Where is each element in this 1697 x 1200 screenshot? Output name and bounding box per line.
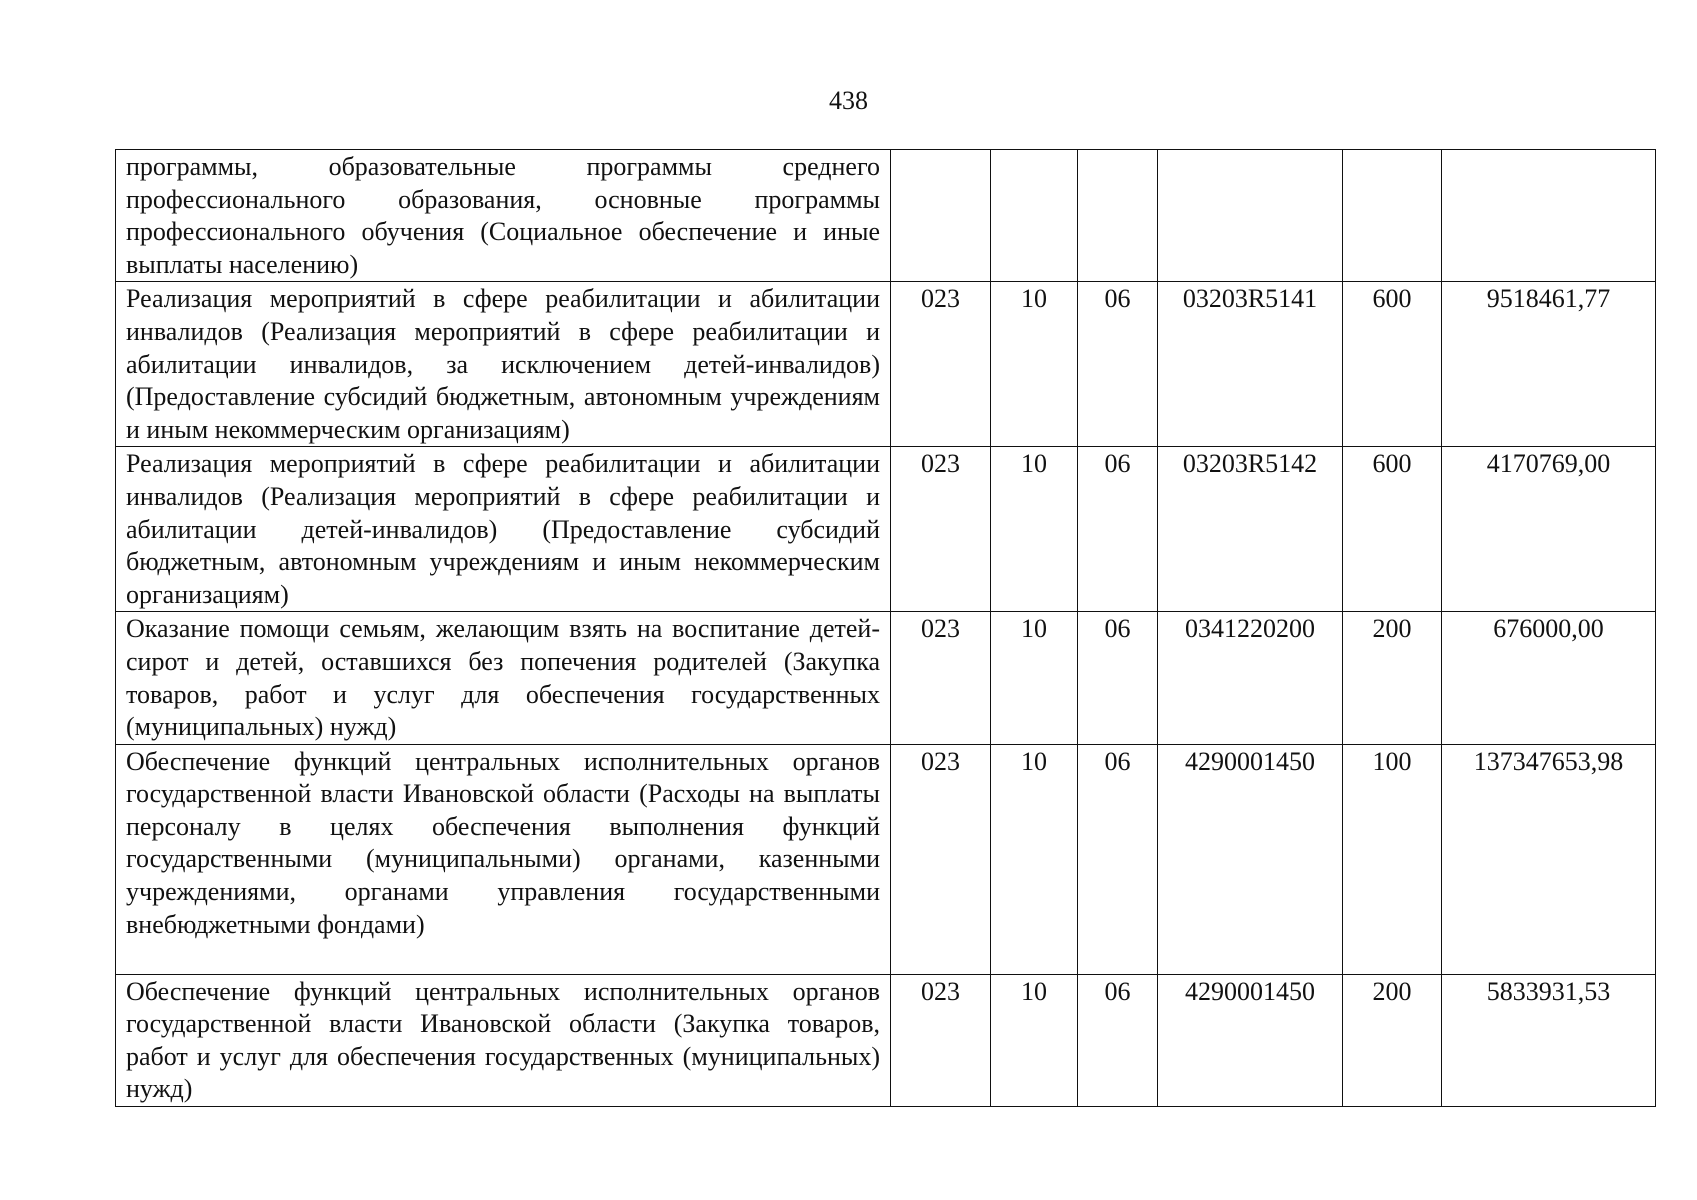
row-section-code: 10: [991, 447, 1078, 612]
table-row: [116, 447, 1656, 612]
row-section-code: [991, 150, 1078, 282]
table-row: [116, 744, 1656, 974]
row-expense-type-code: [1343, 150, 1442, 282]
row-target-article-code: 03203R5141: [1158, 282, 1343, 447]
row-subsection-code: 06: [1078, 974, 1158, 1106]
row-grbs-code: 023: [891, 612, 991, 744]
row-section-code: 10: [991, 744, 1078, 974]
row-amount: [1442, 150, 1656, 282]
table-row: [116, 974, 1656, 1106]
row-description: Реализация мероприятий в сфере реабилитации и абилитации инвалидов (Реализация мероприятий в сфере реабилитации и абилитации детей-инвалидов) (Предоставление субсидий бюджетным, автономным учреждениям и иным некоммерческим организациям): [116, 447, 891, 612]
row-subsection-code: 06: [1078, 282, 1158, 447]
table-row: [116, 150, 1656, 282]
table-row: [116, 612, 1656, 744]
row-grbs-code: 023: [891, 447, 991, 612]
row-grbs-code: [891, 150, 991, 282]
row-amount: 9518461,77: [1442, 282, 1656, 447]
row-subsection-code: [1078, 150, 1158, 282]
row-description: Реализация мероприятий в сфере реабилитации и абилитации инвалидов (Реализация мероприятий в сфере реабилитации и абилитации инвалидов, за исключением детей-инвалидов) (Предоставление субсидий бюджетным, автономным учреждениям и иным некоммерческим организациям): [116, 282, 891, 447]
row-expense-type-code: 100: [1343, 744, 1442, 974]
row-amount: 137347653,98: [1442, 744, 1656, 974]
row-target-article-code: 4290001450: [1158, 744, 1343, 974]
row-subsection-code: 06: [1078, 447, 1158, 612]
row-subsection-code: 06: [1078, 612, 1158, 744]
row-amount: 5833931,53: [1442, 974, 1656, 1106]
row-section-code: 10: [991, 974, 1078, 1106]
table-row: [116, 282, 1656, 447]
row-description: Обеспечение функций центральных исполнительных органов государственной власти Ивановской области (Закупка товаров, работ и услуг для обеспечения государственных (муниципальных) нужд): [116, 974, 891, 1106]
row-amount: 4170769,00: [1442, 447, 1656, 612]
budget-table: [115, 149, 1656, 1107]
row-grbs-code: 023: [891, 744, 991, 974]
row-section-code: 10: [991, 612, 1078, 744]
row-description: Обеспечение функций центральных исполнительных органов государственной власти Ивановской области (Расходы на выплаты персоналу в целях обеспечения выполнения функций государственными (муниципальными) органами, казенными учреждениями, органами управления государственными внебюджетными фондами): [116, 744, 891, 974]
row-amount: 676000,00: [1442, 612, 1656, 744]
row-expense-type-code: 600: [1343, 282, 1442, 447]
page-number: 438: [829, 86, 868, 115]
row-grbs-code: 023: [891, 974, 991, 1106]
row-expense-type-code: 600: [1343, 447, 1442, 612]
row-expense-type-code: 200: [1343, 974, 1442, 1106]
row-grbs-code: 023: [891, 282, 991, 447]
row-description: Оказание помощи семьям, желающим взять на воспитание детей-сирот и детей, оставшихся без попечения родителей (Закупка товаров, работ и услуг для обеспечения государственных (муниципальных) нужд): [116, 612, 891, 744]
row-target-article-code: 0341220200: [1158, 612, 1343, 744]
row-target-article-code: [1158, 150, 1343, 282]
row-section-code: 10: [991, 282, 1078, 447]
row-target-article-code: 03203R5142: [1158, 447, 1343, 612]
row-description: программы, образовательные программы среднего профессионального образования, основные программы профессионального обучения (Социальное обеспечение и иные выплаты населению): [116, 150, 891, 282]
row-expense-type-code: 200: [1343, 612, 1442, 744]
row-subsection-code: 06: [1078, 744, 1158, 974]
row-target-article-code: 4290001450: [1158, 974, 1343, 1106]
